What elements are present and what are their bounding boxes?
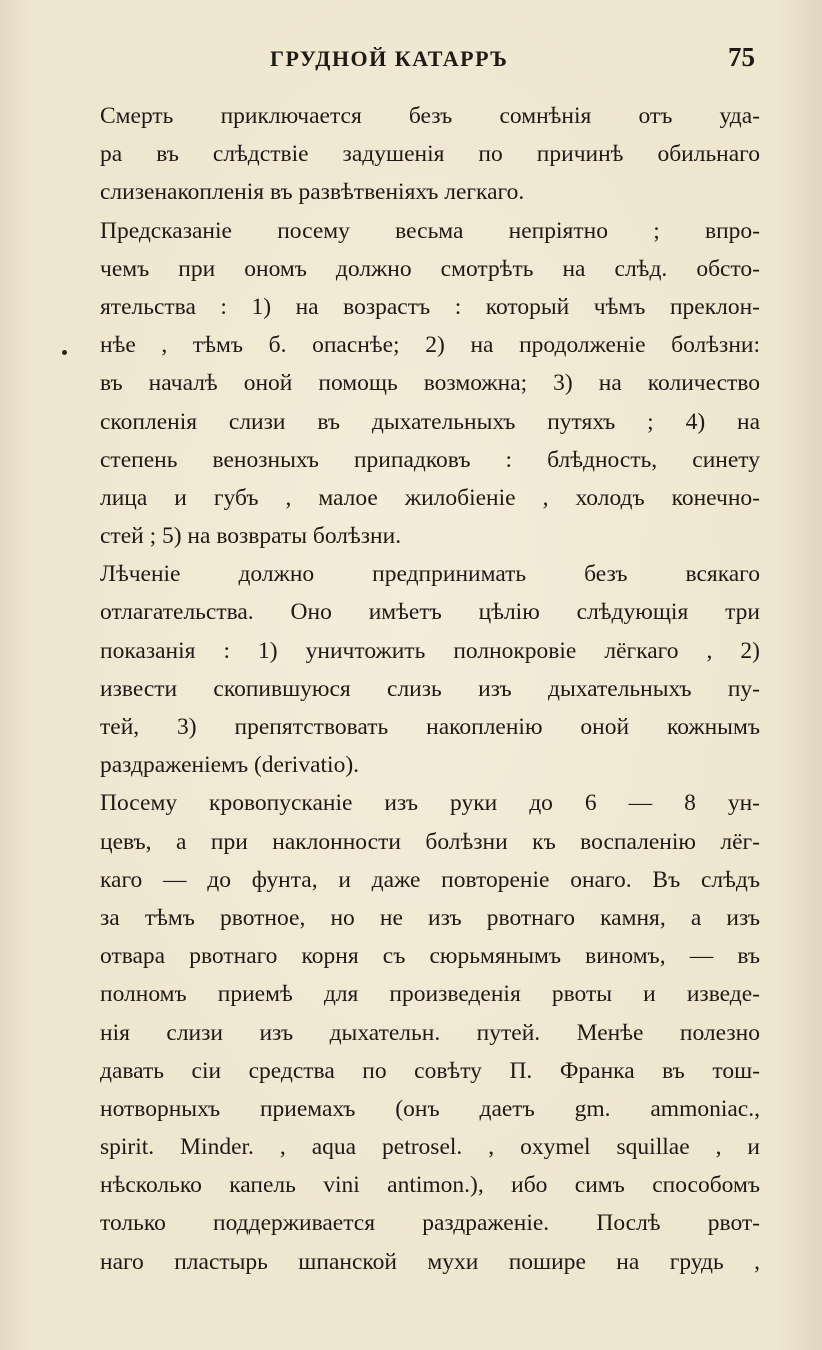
text-line: spirit. Minder. , aqua petrosel. , oxymel squillae , и	[100, 1134, 760, 1161]
text-line: отлагательства. Оно имѣетъ цѣлію слѣдующія три	[100, 599, 760, 626]
text-line: въ началѣ оной помощь возможна; 3) на количество	[100, 370, 760, 397]
text-line: извести скопившуюся слизь изъ дыхательныхъ пу-	[100, 675, 760, 702]
text-line: скопленія слизи въ дыхательныхъ путяхъ ; 4) на	[100, 408, 760, 435]
text-line: Посему кровопусканіе изъ руки до 6 — 8 ун-	[100, 790, 760, 817]
text-line: ятельства : 1) на возрастъ : который чѣмъ преклон-	[100, 293, 760, 320]
text-line: наго пластырь шпанской мухи пошире на грудь ,	[100, 1248, 760, 1275]
text-line: степень венозныхъ припадковъ : блѣдность, синету	[100, 446, 760, 473]
text-line: давать сіи средства по совѣту П. Франка въ тош-	[100, 1057, 760, 1084]
text-line: стей ; 5) на возвраты болѣзни.	[100, 523, 402, 550]
text-line: полномъ приемѣ для произведенія рвоты и изведе-	[100, 981, 760, 1008]
text-line: нѣе , тѣмъ б. опаснѣе; 2) на продолженіе болѣзни:	[100, 332, 760, 359]
text-line: цевъ, а при наклонности болѣзни къ воспаленію лёг-	[100, 828, 760, 855]
text-line: тей, 3) препятствовать накопленію оной кожнымъ	[100, 714, 760, 740]
text-line: Лѣченіе должно предпринимать безъ всякаго	[100, 561, 760, 588]
margin-mark	[62, 350, 67, 355]
text-line: раздраженіемъ (derivatio).	[100, 752, 360, 779]
text-line: нотворныхъ приемахъ (онъ даетъ gm. ammoniac.,	[100, 1095, 760, 1122]
text-line: лица и губъ , малое жилобіеніе , холодъ конечно-	[100, 484, 760, 511]
text-line: каго — до фунта, и даже повтореніе онаго. Въ слѣдъ	[100, 866, 760, 893]
text-line: Смерть приключается безъ сомнѣнія отъ уда-	[100, 103, 760, 129]
text-line: слизенакопленія въ развѣтвеніяхъ легкаго.	[100, 179, 525, 206]
text-line: нія слизи изъ дыхательн. путей. Менѣе полезно	[100, 1019, 760, 1046]
text-line: чемъ при ономъ должно смотрѣть на слѣд. обсто-	[100, 255, 760, 282]
body-text	[100, 97, 760, 1281]
page-header	[100, 42, 755, 82]
text-line: ра въ слѣдствіе задушенія по причинѣ обильнаго	[100, 141, 760, 168]
page-number: 75	[728, 42, 755, 72]
text-line: Предсказаніе посему весьма непріятно ; впро-	[100, 217, 760, 244]
text-line: показанія : 1) уничтожить полнокровіе лёгкаго , 2)	[100, 637, 760, 664]
text-line: только поддерживается раздраженіе. Послѣ рвот-	[100, 1210, 760, 1237]
text-line: за тѣмъ рвотное, но не изъ рвотнаго камня, а изъ	[100, 904, 760, 931]
text-line: нѣсколько капель vini antimon.), ибо симъ способомъ	[100, 1172, 760, 1199]
text-line: отвара рвотнаго корня съ сюрьмянымъ виномъ, — въ	[100, 943, 760, 970]
running-title: ГРУДНОЙ КАТАРРЪ	[270, 46, 509, 71]
